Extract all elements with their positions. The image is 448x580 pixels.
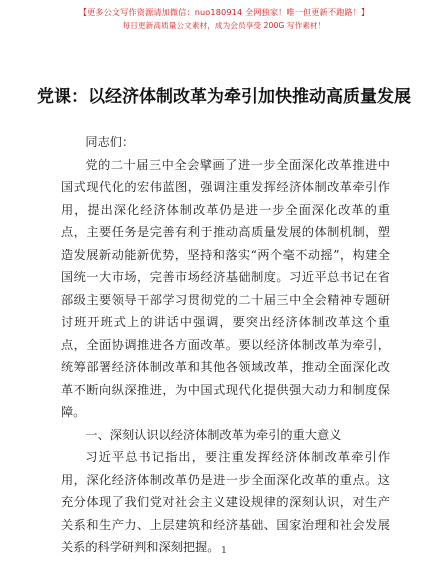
document-title: 党课：以经济体制改革为牵引加快推动高质量发展 xyxy=(37,87,411,107)
paragraph-intro: 党的二十届三中全会擘画了进一步全面深化改革推进中国式现代化的宏伟蓝图，强调注重发挥经济体制改革牵引作用，提出深化经济体制改革仍是进一步全面深化改革的重点，主要任务是完善有利于推动高质量发展的体制机制，塑造发展新动能新优势，坚持和落实“两个毫不动摇”，构建全国统一大市场，完善市场经济基础制度。习近平总书记在省部级主要领导干部学习贯彻党的二十届三中全会精神专题研讨班开班式上的讲话中强调，要突出经济体制改革这个重点，全面协调推进各方面改革。要以经济体制改革为牵引，统筹部署经济体制改革和其他各领域改革，推动全面深化改革不断向纵深推进，为中国式现代化提供强大动力和制度保障。 xyxy=(61,157,390,419)
promo-banner-line-1: 【更多公文写作资源请加微信：nuo180914 全网独家！唯一但更新不跑路！】 xyxy=(78,7,370,17)
promo-banner-line-2: 每日更新高质量公文素材，成为会员享受 200G 写作素材！ xyxy=(122,21,326,30)
paragraph-section-1: 习近平总书记指出，要注重发挥经济体制改革牵引作用，深化经济体制改革仍是进一步全面深化改革的重点。这充分体现了我们党对社会主义建设规律的深刻认识，对生产关系和生产力、上层建筑和经济基础、国家治理和社会发展关系的科学研判和深刻把握。 xyxy=(61,450,390,554)
document-body xyxy=(61,131,390,559)
section-heading-1: 一、深刻认识以经济体制改革为牵引的重大意义 xyxy=(85,427,342,442)
salutation: 同志们： xyxy=(85,135,135,149)
promo-banner xyxy=(0,6,448,32)
page-number: 1 xyxy=(221,546,227,556)
